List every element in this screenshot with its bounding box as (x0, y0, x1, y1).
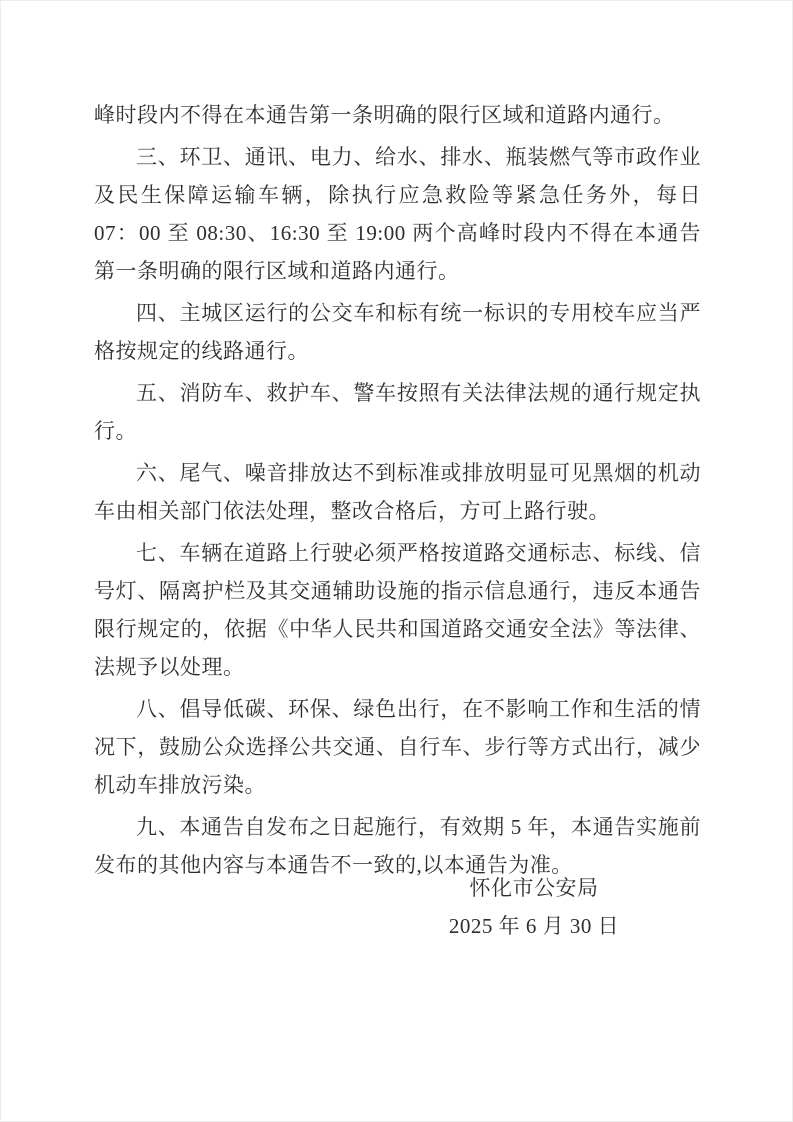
paragraph-item-4: 四、主城区运行的公交车和标有统一标识的专用校车应当严格按规定的线路通行。 (94, 301, 701, 363)
signature-block (446, 869, 622, 945)
paragraph-item-8: 八、倡导低碳、环保、绿色出行，在不影响工作和生活的情况下，鼓励公众选择公共交通、自行车、步行等方式出行，减少机动车排放污染。 (94, 697, 701, 797)
paragraph-item-6: 六、尾气、噪音排放达不到标准或排放明显可见黑烟的机动车由相关部门依法处理，整改合格后，方可上路行驶。 (94, 461, 701, 523)
paragraph-item-3: 三、环卫、通讯、电力、给水、排水、瓶装燃气等市政作业及民生保障运输车辆，除执行应急救险等紧急任务外，每日 07：00 至 08:30、16:30 至 19:00 两个高峰时段内不得在本通告第一条明确的限行区域和道路内通行。 (94, 145, 701, 283)
signature-agency: 怀化市公安局 (469, 876, 599, 900)
paragraph-item-5: 五、消防车、救护车、警车按照有关法律法规的通行规定执行。 (94, 381, 701, 443)
document-body (94, 96, 701, 888)
paragraph-item-9: 九、本通告自发布之日起施行，有效期 5 年，本通告实施前发布的其他内容与本通告不一致的,以本通告为准。 (94, 815, 701, 877)
signature-date: 2025 年 6 月 30 日 (448, 914, 620, 938)
paragraph-item-7: 七、车辆在道路上行驶必须严格按道路交通标志、标线、信号灯、隔离护栏及其交通辅助设施的指示信息通行，违反本通告限行规定的，依据《中华人民共和国道路交通安全法》等法律、法规予以处理。 (94, 541, 701, 679)
paragraph-continuation: 峰时段内不得在本通告第一条明确的限行区域和道路内通行。 (94, 103, 675, 127)
